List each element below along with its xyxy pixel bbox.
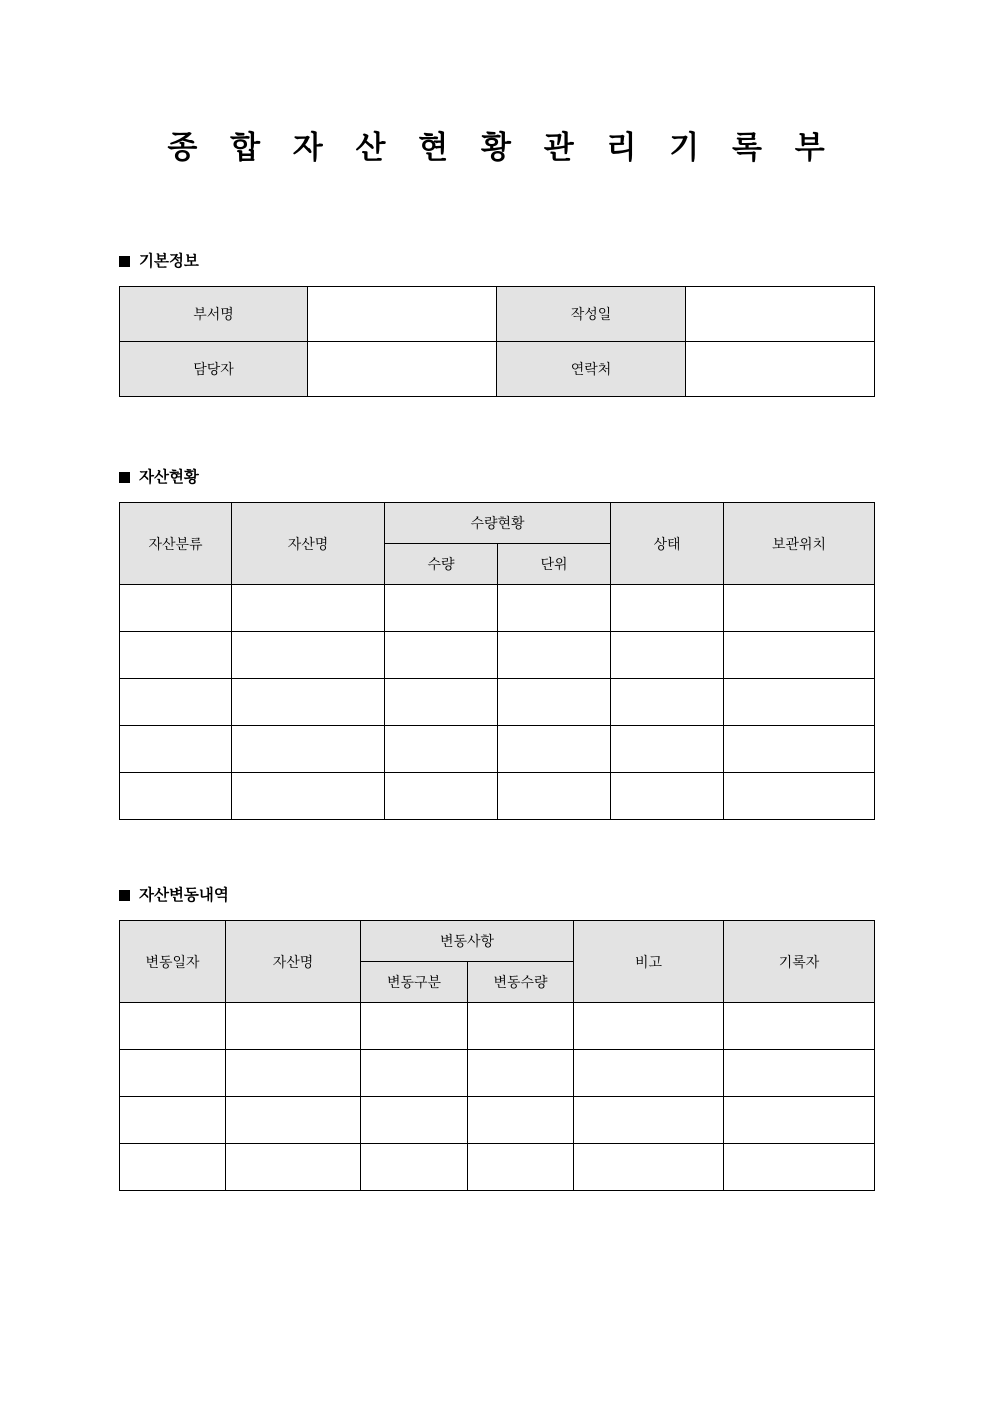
table-row	[120, 342, 875, 397]
field-value-person-in-charge[interactable]	[308, 342, 497, 397]
cell-status[interactable]	[611, 679, 724, 726]
column-header-unit: 단위	[498, 544, 611, 585]
cell-quantity[interactable]	[385, 726, 498, 773]
cell-change-type[interactable]	[361, 1097, 468, 1144]
column-header-quantity: 수량	[385, 544, 498, 585]
square-bullet-icon	[119, 472, 130, 483]
cell-quantity[interactable]	[385, 632, 498, 679]
cell-asset-category[interactable]	[120, 773, 232, 820]
cell-note[interactable]	[574, 1050, 724, 1097]
cell-change-date[interactable]	[120, 1003, 226, 1050]
cell-location[interactable]	[724, 632, 875, 679]
cell-location[interactable]	[724, 773, 875, 820]
page-title: 종 합 자 산 현 황 관 리 기 록 부	[167, 130, 836, 166]
cell-recorder[interactable]	[724, 1097, 875, 1144]
column-header-change-date: 변동일자	[120, 921, 226, 1003]
table-header-row	[120, 503, 875, 544]
cell-location[interactable]	[724, 726, 875, 773]
cell-note[interactable]	[574, 1097, 724, 1144]
cell-asset-category[interactable]	[120, 726, 232, 773]
cell-recorder[interactable]	[724, 1050, 875, 1097]
cell-recorder[interactable]	[724, 1144, 875, 1191]
column-header-recorder: 기록자	[724, 921, 875, 1003]
cell-asset-name[interactable]	[232, 773, 385, 820]
cell-change-date[interactable]	[120, 1097, 226, 1144]
section-heading-asset-status	[119, 467, 199, 487]
column-header-asset-name: 자산명	[232, 503, 385, 585]
table-row	[120, 1097, 875, 1144]
cell-asset-category[interactable]	[120, 585, 232, 632]
field-label-department: 부서명	[120, 287, 308, 342]
cell-note[interactable]	[574, 1003, 724, 1050]
cell-status[interactable]	[611, 726, 724, 773]
cell-unit[interactable]	[498, 726, 611, 773]
table-row	[120, 1003, 875, 1050]
cell-unit[interactable]	[498, 632, 611, 679]
table-row	[120, 632, 875, 679]
cell-location[interactable]	[724, 585, 875, 632]
column-header-change-group: 변동사항	[361, 921, 574, 962]
cell-asset-name[interactable]	[232, 726, 385, 773]
field-label-created-date: 작성일	[497, 287, 686, 342]
cell-unit[interactable]	[498, 679, 611, 726]
column-header-quantity-group: 수량현황	[385, 503, 611, 544]
table-row	[120, 287, 875, 342]
section-heading-label: 자산현황	[139, 468, 199, 486]
cell-recorder[interactable]	[724, 1003, 875, 1050]
cell-status[interactable]	[611, 773, 724, 820]
section-heading-label: 자산변동내역	[139, 886, 229, 904]
column-header-asset-name: 자산명	[226, 921, 361, 1003]
cell-asset-name[interactable]	[232, 632, 385, 679]
field-value-department[interactable]	[308, 287, 497, 342]
basic-info-table	[119, 286, 875, 397]
cell-change-date[interactable]	[120, 1050, 226, 1097]
cell-change-date[interactable]	[120, 1144, 226, 1191]
table-row	[120, 1050, 875, 1097]
table-row	[120, 773, 875, 820]
field-label-person-in-charge: 담당자	[120, 342, 308, 397]
cell-change-quantity[interactable]	[468, 1144, 574, 1191]
field-value-contact[interactable]	[686, 342, 875, 397]
cell-status[interactable]	[611, 585, 724, 632]
cell-unit[interactable]	[498, 585, 611, 632]
cell-asset-category[interactable]	[120, 679, 232, 726]
cell-change-type[interactable]	[361, 1144, 468, 1191]
cell-asset-name[interactable]	[226, 1050, 361, 1097]
square-bullet-icon	[119, 890, 130, 901]
field-value-created-date[interactable]	[686, 287, 875, 342]
cell-quantity[interactable]	[385, 679, 498, 726]
section-heading-change-history	[119, 885, 229, 905]
square-bullet-icon	[119, 256, 130, 267]
cell-change-type[interactable]	[361, 1003, 468, 1050]
cell-note[interactable]	[574, 1144, 724, 1191]
cell-location[interactable]	[724, 679, 875, 726]
table-row	[120, 1144, 875, 1191]
table-row	[120, 679, 875, 726]
cell-change-quantity[interactable]	[468, 1003, 574, 1050]
cell-change-quantity[interactable]	[468, 1097, 574, 1144]
section-heading-basic-info	[119, 251, 199, 271]
column-header-change-type: 변동구분	[361, 962, 468, 1003]
field-label-contact: 연락처	[497, 342, 686, 397]
asset-change-history-table	[119, 920, 875, 1191]
cell-change-quantity[interactable]	[468, 1050, 574, 1097]
table-row	[120, 585, 875, 632]
cell-asset-name[interactable]	[232, 679, 385, 726]
table-row	[120, 726, 875, 773]
cell-asset-name[interactable]	[232, 585, 385, 632]
section-heading-label: 기본정보	[139, 252, 199, 270]
column-header-location: 보관위치	[724, 503, 875, 585]
table-header-row	[120, 921, 875, 962]
column-header-asset-category: 자산분류	[120, 503, 232, 585]
column-header-status: 상태	[611, 503, 724, 585]
cell-unit[interactable]	[498, 773, 611, 820]
column-header-note: 비고	[574, 921, 724, 1003]
cell-asset-name[interactable]	[226, 1003, 361, 1050]
cell-quantity[interactable]	[385, 773, 498, 820]
cell-asset-name[interactable]	[226, 1144, 361, 1191]
cell-status[interactable]	[611, 632, 724, 679]
cell-asset-name[interactable]	[226, 1097, 361, 1144]
cell-asset-category[interactable]	[120, 632, 232, 679]
column-header-change-quantity: 변동수량	[468, 962, 574, 1003]
asset-status-table	[119, 502, 875, 820]
cell-change-type[interactable]	[361, 1050, 468, 1097]
cell-quantity[interactable]	[385, 585, 498, 632]
